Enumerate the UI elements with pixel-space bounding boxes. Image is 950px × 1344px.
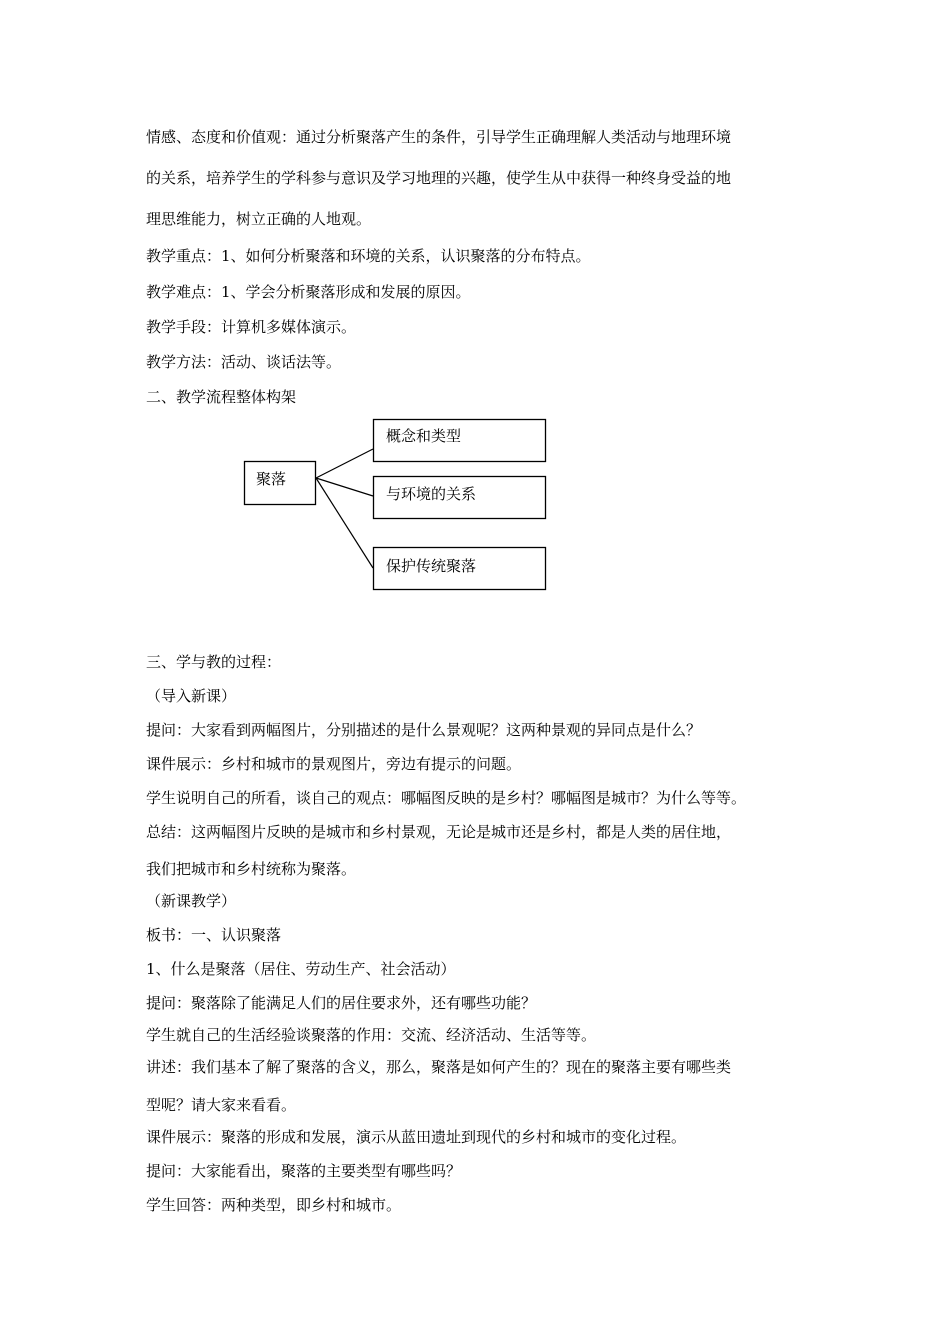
diagram-branch-label-1: 概念和类型	[386, 427, 462, 445]
subsection-intro: （导入新课）	[146, 687, 237, 705]
section-heading-3: 三、学与教的过程：	[146, 653, 282, 671]
diagram-root-label: 聚落	[256, 470, 287, 488]
teaching-difficulty: 教学难点：1、学会分析聚落形成和发展的原因。	[146, 283, 471, 301]
section-heading-2: 二、教学流程整体构架	[146, 388, 297, 406]
summary-line-1: 总结：这两幅图片反映的是城市和乡村景观，无论是城市还是乡村，都是人类的居住地，	[146, 823, 732, 841]
summary-line-2: 我们把城市和乡村统称为聚落。	[146, 860, 357, 878]
paragraph-line-3: 理思维能力，树立正确的人地观。	[146, 210, 372, 228]
teaching-means: 教学手段：计算机多媒体演示。	[146, 318, 357, 336]
subsection-new-lesson: （新课教学）	[146, 892, 237, 910]
question-line-2: 提问：聚落除了能满足人们的居住要求外，还有哪些功能？	[146, 994, 537, 1012]
teaching-focus: 教学重点：1、如何分析聚落和环境的关系，认识聚落的分布特点。	[146, 247, 591, 265]
student-answer-line: 学生回答：两种类型，即乡村和城市。	[146, 1196, 402, 1214]
courseware-line-1: 课件展示：乡村和城市的景观图片，旁边有提示的问题。	[146, 755, 522, 773]
student-line-1: 学生说明自己的所看，谈自己的观点：哪幅图反映的是乡村？哪幅图是城市？为什么等等。	[146, 789, 747, 807]
point-line-1: 1、什么是聚落（居住、劳动生产、社会活动）	[146, 960, 456, 978]
teaching-method: 教学方法：活动、谈话法等。	[146, 353, 342, 371]
diagram-connector-2	[316, 478, 373, 496]
question-line-1: 提问：大家看到两幅图片，分别描述的是什么景观呢？这两种景观的异同点是什么？	[146, 721, 702, 739]
explain-line-1: 讲述：我们基本了解了聚落的含义，那么，聚落是如何产生的？现在的聚落主要有哪些类	[146, 1058, 732, 1076]
explain-line-2: 型呢？请大家来看看。	[146, 1096, 297, 1114]
diagram-branch-label-3: 保护传统聚落	[386, 557, 477, 575]
diagram-connector-3	[316, 478, 373, 568]
student-line-2: 学生就自己的生活经验谈聚落的作用：交流、经济活动、生活等等。	[146, 1026, 597, 1044]
diagram-branch-label-2: 与环境的关系	[386, 485, 477, 503]
board-line-1: 板书：一、认识聚落	[146, 926, 282, 944]
paragraph-line-1: 情感、态度和价值观：通过分析聚落产生的条件，引导学生正确理解人类活动与地理环境	[146, 128, 732, 146]
diagram-connector-1	[316, 449, 373, 478]
courseware-line-2: 课件展示：聚落的形成和发展，演示从蓝田遗址到现代的乡村和城市的变化过程。	[146, 1128, 687, 1146]
paragraph-line-2: 的关系，培养学生的学科参与意识及学习地理的兴趣，使学生从中获得一种终身受益的地	[146, 169, 732, 187]
question-line-3: 提问：大家能看出，聚落的主要类型有哪些吗？	[146, 1162, 462, 1180]
